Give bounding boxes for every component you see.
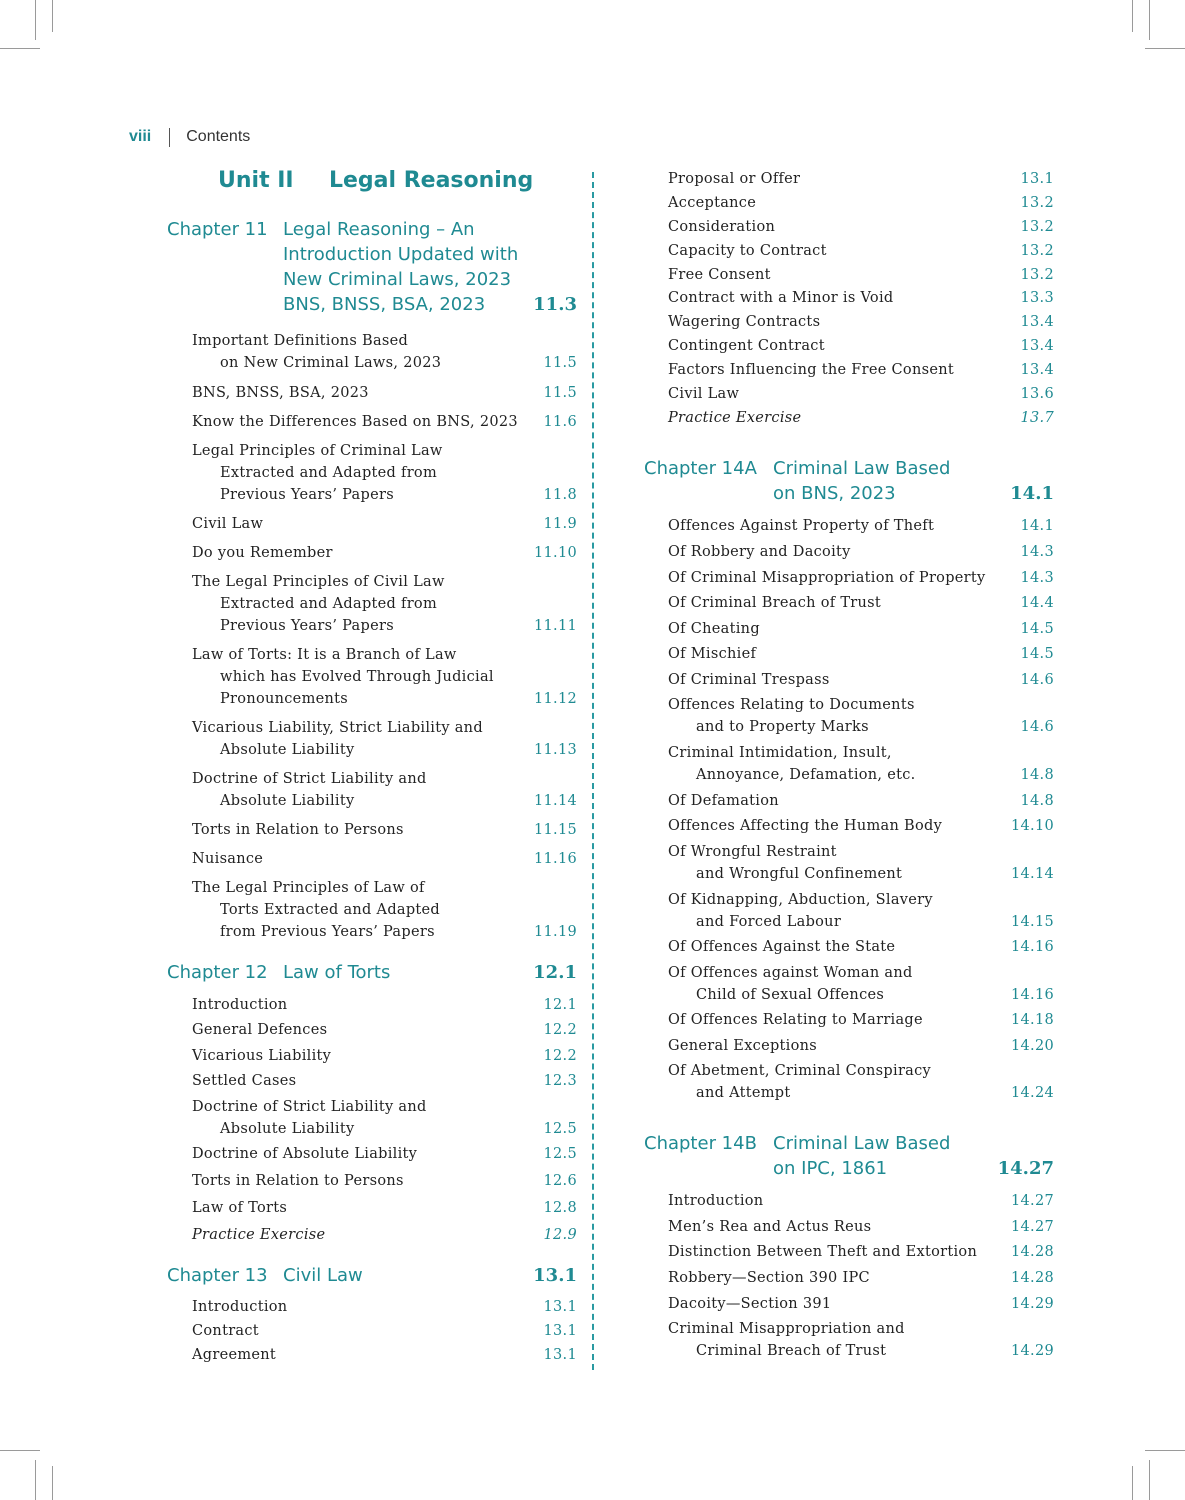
toc-entry-page: 14.27 [1010,1193,1054,1209]
chapter-title-line: on IPC, 1861 [773,1158,888,1179]
toc-entry-text: Introduction [192,997,288,1013]
toc-entry-text: Of Mischief [668,646,757,662]
toc-entry-page: 14.6 [1020,672,1054,688]
toc-entry-page: 14.28 [1010,1244,1054,1260]
toc-entry-page: 14.6 [1020,719,1054,735]
toc-entry-page: 13.2 [1020,219,1054,235]
toc-entry[interactable] [668,515,934,537]
chapter-page-number: 14.27 [997,1158,1054,1179]
toc-entry-page: 11.16 [533,851,577,867]
toc-entry-text: Of Criminal Misappropriation of Property [668,570,986,586]
header-title: Contents [186,128,251,145]
toc-entry-text: BNS, BNSS, BSA, 2023 [192,385,369,401]
toc-entry-text: Pronouncements [220,691,349,707]
chapter-heading[interactable] [167,1263,577,1288]
toc-entry[interactable] [668,841,902,885]
chapter-heading[interactable] [167,217,577,317]
toc-entry[interactable] [192,717,483,761]
toc-entry[interactable] [668,889,933,933]
toc-entry-text: Consideration [668,219,776,235]
toc-entry-page: 14.29 [1010,1296,1054,1312]
toc-entry-text: Legal Principles of Criminal Law [192,443,443,459]
chapter-page-number: 11.3 [533,294,577,315]
chapter-page-number: 14.1 [1010,483,1054,504]
toc-entry-page: 13.1 [1020,171,1054,187]
toc-entry[interactable] [192,440,443,506]
toc-entry-text: Criminal Misappropriation and [668,1321,905,1337]
toc-entry[interactable] [668,240,827,262]
toc-entry-text: Of Offences Relating to Marriage [668,1012,923,1028]
toc-entry[interactable] [668,962,913,1006]
toc-entry-text: Absolute Liability [220,742,355,758]
chapter-title-line: BNS, BNSS, BSA, 2023 [283,294,486,315]
toc-entry-page: 14.16 [1010,987,1054,1003]
toc-entry-text: Of Abetment, Criminal Conspiracy [668,1063,932,1079]
toc-entry-text: Doctrine of Strict Liability and [192,1099,427,1115]
toc-entry-text: Contingent Contract [668,338,825,354]
toc-entry[interactable] [192,1045,331,1067]
chapter-number: Chapter 11 [167,219,268,240]
toc-entry-text: Civil Law [668,386,740,402]
toc-entry-page: 13.6 [1020,386,1054,402]
toc-entry-page: 14.1 [1020,518,1054,534]
toc-entry-text: Contract with a Minor is Void [668,290,894,306]
toc-entry-text: Distinction Between Theft and Extortion [668,1244,978,1260]
toc-entry[interactable] [668,1241,977,1263]
toc-entry-page: 14.16 [1010,939,1054,955]
toc-entry-page: 14.29 [1010,1343,1054,1359]
toc-entry-text: Of Wrongful Restraint [668,844,837,860]
toc-entry-page: 11.12 [533,691,577,707]
toc-entry-page: 11.9 [543,516,577,532]
toc-entry[interactable] [668,1267,870,1289]
crop-mark [1132,1466,1133,1500]
toc-entry[interactable] [668,790,779,812]
crop-mark [1145,1450,1185,1451]
toc-entry-text: Torts Extracted and Adapted [220,902,441,918]
toc-entry-text: Criminal Breach of Trust [696,1343,887,1359]
toc-entry[interactable] [668,742,916,786]
toc-entry-page: 13.1 [543,1347,577,1363]
toc-entry-page: 12.2 [543,1048,577,1064]
toc-entry-page: 13.2 [1020,243,1054,259]
toc-entry-text: Torts in Relation to Persons [192,1173,404,1189]
toc-entry-text: which has Evolved Through Judicial [220,669,494,685]
toc-entry-page: 12.9 [543,1227,577,1243]
crop-mark [52,1466,53,1500]
crop-mark [52,0,53,32]
toc-entry-text: Vicarious Liability [192,1048,332,1064]
toc-entry-text: and Wrongful Confinement [696,866,903,882]
toc-entry-text: Offences Relating to Documents [668,697,915,713]
page-number: viii [129,128,152,145]
toc-entry-text: Practice Exercise [192,1227,326,1243]
chapter-title-line: Civil Law [283,1265,363,1286]
column-divider [592,172,594,1370]
chapter-heading[interactable] [167,960,577,985]
toc-entry[interactable] [668,1318,905,1362]
toc-entry-page: 12.5 [543,1121,577,1137]
toc-entry[interactable] [192,768,427,812]
chapter-title-line: Criminal Law Based [773,1133,951,1154]
chapter-number: Chapter 12 [167,962,268,983]
toc-entry[interactable] [192,1096,427,1140]
toc-entry[interactable] [192,644,494,710]
toc-entry-text: Offences Affecting the Human Body [668,818,943,834]
toc-entry[interactable] [192,1197,287,1219]
toc-entry-text: Law of Torts [192,1200,288,1216]
toc-entry-text: Extracted and Adapted from [220,465,438,481]
toc-entry-text: Of Criminal Trespass [668,672,830,688]
chapter-heading[interactable] [644,456,1054,506]
toc-entry-text: General Defences [192,1022,328,1038]
toc-entry[interactable] [668,643,756,665]
toc-entry[interactable] [668,168,800,190]
toc-entry-text: The Legal Principles of Civil Law [192,574,445,590]
chapter-title-line: Introduction Updated with [283,244,519,265]
running-header [129,126,250,148]
chapter-number: Chapter 13 [167,1265,268,1286]
toc-entry[interactable] [668,216,775,238]
toc-entry-text: Criminal Intimidation, Insult, [668,745,892,761]
toc-entry[interactable] [668,936,895,958]
toc-entry-page: 12.3 [543,1073,577,1089]
toc-entry-page: 14.20 [1010,1038,1054,1054]
toc-entry-page: 11.5 [543,385,577,401]
toc-entry-text: Wagering Contracts [668,314,821,330]
toc-entry-page: 13.4 [1020,338,1054,354]
toc-entry-text: Law of Torts: It is a Branch of Law [192,647,457,663]
toc-entry-text: Of Criminal Breach of Trust [668,595,882,611]
toc-entry[interactable] [668,383,739,405]
toc-entry[interactable] [668,592,881,614]
toc-entry-text: Proposal or Offer [668,171,801,187]
toc-entry[interactable] [192,1320,259,1342]
toc-entry-text: Know the Differences Based on BNS, 2023 [192,414,518,430]
toc-entry-page: 12.5 [543,1146,577,1162]
crop-mark [1145,48,1185,49]
toc-entry-text: and Attempt [696,1085,791,1101]
toc-entry[interactable] [668,311,820,333]
toc-entry[interactable] [668,192,756,214]
toc-entry-text: Torts in Relation to Persons [192,822,404,838]
toc-entry-page: 14.3 [1020,544,1054,560]
chapter-page-number: 13.1 [533,1265,577,1286]
toc-entry-text: Men’s Rea and Actus Reus [668,1219,872,1235]
toc-entry-page: 13.7 [1020,410,1054,426]
toc-entry-page: 11.13 [533,742,577,758]
chapter-heading[interactable] [644,1131,1054,1181]
toc-entry[interactable] [192,1170,404,1192]
toc-entry[interactable] [192,1070,296,1092]
toc-entry-page: 12.1 [543,997,577,1013]
toc-entry-text: Doctrine of Strict Liability and [192,771,427,787]
toc-entry-text: Absolute Liability [220,793,355,809]
toc-entry[interactable] [668,407,801,429]
toc-entry-text: Robbery—Section 390 IPC [668,1270,870,1286]
toc-entry-text: Of Cheating [668,621,760,637]
toc-entry-page: 11.14 [533,793,577,809]
toc-entry-text: Of Kidnapping, Abduction, Slavery [668,892,933,908]
toc-entry-page: 14.5 [1020,646,1054,662]
toc-entry[interactable] [668,669,830,691]
toc-entry-text: Of Defamation [668,793,779,809]
toc-entry-page: 11.6 [543,414,577,430]
toc-entry[interactable] [192,877,440,943]
crop-mark [1132,0,1133,32]
toc-entry-page: 11.8 [543,487,577,503]
toc-entry[interactable] [192,1019,327,1041]
toc-entry-page: 13.3 [1020,290,1054,306]
toc-entry-text: Nuisance [192,851,264,867]
chapter-title-line: Legal Reasoning – An [283,219,475,240]
toc-entry[interactable] [192,411,518,433]
chapter-title-line: Criminal Law Based [773,458,951,479]
toc-entry-text: Child of Sexual Offences [696,987,885,1003]
chapter-title-line: New Criminal Laws, 2023 [283,269,512,290]
unit-number: Unit II [218,168,294,193]
toc-entry-page: 14.27 [1010,1219,1054,1235]
toc-entry-text: Previous Years’ Papers [220,618,394,634]
toc-entry-page: 13.2 [1020,195,1054,211]
toc-entry-text: Settled Cases [192,1073,297,1089]
toc-entry-text: Free Consent [668,267,771,283]
toc-entry-page: 13.1 [543,1323,577,1339]
toc-entry-text: Of Offences against Woman and [668,965,913,981]
crop-mark [0,1450,40,1451]
toc-entry[interactable] [192,994,287,1016]
toc-entry-text: Introduction [668,1193,764,1209]
toc-entry[interactable] [668,264,771,286]
toc-entry-text: Offences Against Property of Theft [668,518,935,534]
toc-entry-page: 13.4 [1020,362,1054,378]
toc-entry-text: Introduction [192,1299,288,1315]
toc-entry-page: 12.6 [543,1173,577,1189]
crop-mark [1149,0,1150,40]
toc-entry-page: 14.4 [1020,595,1054,611]
toc-entry-text: Of Offences Against the State [668,939,896,955]
toc-entry[interactable] [192,513,263,535]
toc-entry-page: 14.10 [1010,818,1054,834]
crop-mark [35,1460,36,1500]
toc-entry-text: Capacity to Contract [668,243,827,259]
toc-entry-text: Agreement [192,1347,277,1363]
toc-entry-text: Vicarious Liability, Strict Liability and [192,720,483,736]
toc-entry-text: Acceptance [668,195,757,211]
toc-entry-page: 14.8 [1020,767,1054,783]
toc-entry[interactable] [668,541,851,563]
toc-entry-text: and to Property Marks [696,719,869,735]
toc-entry[interactable] [668,287,893,309]
toc-entry-text: Do you Remember [192,545,333,561]
toc-entry[interactable] [192,1224,325,1246]
toc-entry-text: Of Robbery and Dacoity [668,544,851,560]
toc-entry-page: 14.8 [1020,793,1054,809]
toc-entry-page: 14.15 [1010,914,1054,930]
crop-mark [1149,1460,1150,1500]
toc-entry[interactable] [668,694,915,738]
toc-entry[interactable] [668,335,825,357]
toc-entry[interactable] [668,618,760,640]
toc-entry-text: from Previous Years’ Papers [220,924,435,940]
crop-mark [35,0,36,40]
toc-entry-text: Doctrine of Absolute Liability [192,1146,418,1162]
toc-entry[interactable] [192,571,445,637]
toc-entry-page: 11.11 [533,618,577,634]
toc-entry-text: Practice Exercise [668,410,802,426]
toc-entry-text: Previous Years’ Papers [220,487,394,503]
toc-entry[interactable] [668,1060,931,1104]
chapter-title-line: on BNS, 2023 [773,483,896,504]
toc-entry[interactable] [192,330,441,374]
chapter-title-line: Law of Torts [283,962,391,983]
toc-entry[interactable] [192,1344,276,1366]
toc-entry[interactable] [192,1143,417,1165]
toc-entry-text: Absolute Liability [220,1121,355,1137]
toc-entry[interactable] [668,1035,817,1057]
toc-entry[interactable] [668,567,986,589]
toc-entry[interactable] [668,815,942,837]
toc-entry-page: 12.2 [543,1022,577,1038]
chapter-page-number: 12.1 [533,962,577,983]
toc-entry-text: The Legal Principles of Law of [192,880,425,896]
crop-mark [0,48,40,49]
chapter-number: Chapter 14A [644,458,757,479]
toc-entry-page: 12.8 [543,1200,577,1216]
toc-entry-text: General Exceptions [668,1038,818,1054]
header-divider [169,128,170,147]
toc-entry-text: Factors Influencing the Free Consent [668,362,954,378]
toc-entry[interactable] [668,1009,923,1031]
toc-entry-page: 14.24 [1010,1085,1054,1101]
toc-entry[interactable] [192,819,404,841]
toc-entry-text: Extracted and Adapted from [220,596,438,612]
toc-entry-page: 14.3 [1020,570,1054,586]
toc-entry-page: 11.15 [533,822,577,838]
toc-entry-page: 13.4 [1020,314,1054,330]
toc-entry-page: 13.1 [543,1299,577,1315]
toc-entry-text: Civil Law [192,516,264,532]
toc-entry-text: Important Definitions Based [192,333,409,349]
toc-entry[interactable] [192,848,263,870]
toc-entry-text: Annoyance, Defamation, etc. [696,767,916,783]
toc-entry-page: 14.14 [1010,866,1054,882]
toc-entry-page: 11.19 [533,924,577,940]
toc-entry-page: 11.10 [533,545,577,561]
toc-entry[interactable] [668,1216,871,1238]
toc-entry-page: 14.5 [1020,621,1054,637]
toc-entry[interactable] [192,542,333,564]
unit-heading [218,168,533,193]
toc-entry-text: on New Criminal Laws, 2023 [220,355,442,371]
toc-entry-text: Dacoity—Section 391 [668,1296,832,1312]
toc-entry[interactable] [668,359,954,381]
toc-entry-page: 11.5 [543,355,577,371]
toc-entry[interactable] [192,382,369,404]
chapter-number: Chapter 14B [644,1133,757,1154]
toc-entry-page: 14.18 [1010,1012,1054,1028]
toc-entry-page: 13.2 [1020,267,1054,283]
toc-entry[interactable] [668,1293,831,1315]
toc-entry-text: Contract [192,1323,259,1339]
toc-entry-page: 14.28 [1010,1270,1054,1286]
toc-entry[interactable] [192,1296,287,1318]
toc-entry-text: and Forced Labour [696,914,842,930]
toc-entry[interactable] [668,1190,763,1212]
unit-title: Legal Reasoning [328,168,534,193]
